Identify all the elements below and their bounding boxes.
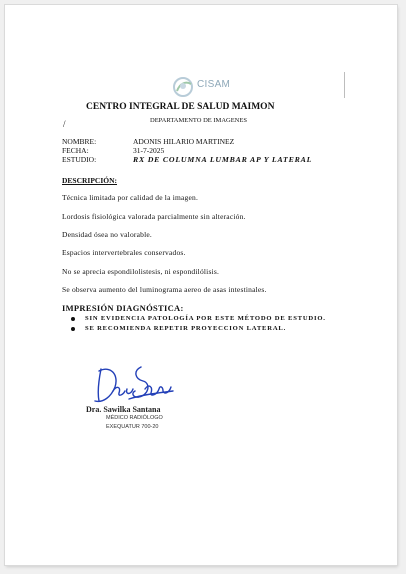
cursor-mark: /	[63, 119, 66, 129]
signer-exequatur: EXEQUATUR 700-20	[106, 424, 159, 430]
organization-title: CENTRO INTEGRAL DE SALUD MAIMON	[86, 102, 275, 112]
study-value: RX DE COLUMNA LUMBAR AP Y LATERAL	[133, 155, 313, 164]
handwritten-signature	[89, 361, 175, 407]
impression-list	[69, 314, 326, 334]
date-label: FECHA:	[62, 146, 89, 155]
description-paragraph: No se aprecia espondilolistesis, ni espondilólisis.	[62, 267, 220, 276]
department-name: DEPARTAMENTO DE IMAGENES	[150, 117, 247, 124]
impression-item-text: SIN EVIDENCIA PATOLOGÍA POR ESTE MÉTODO DE ESTUDIO.	[85, 315, 326, 322]
signer-name: Dra. Sawilka Santana	[86, 405, 161, 414]
signer-title: MÉDICO RADIÓLOGO	[106, 415, 163, 421]
impression-heading: IMPRESIÓN DIAGNÓSTICA:	[62, 303, 184, 313]
impression-item	[69, 314, 326, 324]
description-paragraph: Se observa aumento del luminograma aereo de asas intestinales.	[62, 285, 267, 294]
document-page	[5, 5, 397, 565]
description-paragraph: Técnica limitada por calidad de la imagen.	[62, 193, 199, 202]
description-paragraph: Densidad ósea no valorable.	[62, 230, 152, 239]
cisam-logo	[171, 75, 263, 99]
name-value: ADONIS HILARIO MARTINEZ	[133, 137, 235, 146]
description-paragraph: Espacios intervertebrales conservados.	[62, 248, 186, 257]
logo-text: CISAM	[197, 79, 231, 90]
impression-item-text: SE RECOMIENDA REPETIR PROYECCION LATERAL.	[85, 325, 287, 332]
description-paragraph: Lordosis fisiológica valorada parcialmente sin alteración.	[62, 212, 246, 221]
margin-guide-line	[344, 72, 345, 98]
description-heading: DESCRIPCIÓN:	[62, 176, 118, 185]
date-value: 31-7-2025	[133, 146, 165, 155]
bullet-icon	[71, 317, 75, 321]
impression-item	[69, 324, 326, 334]
name-label: NOMBRE:	[62, 137, 97, 146]
logo-icon	[171, 75, 197, 99]
study-label: ESTUDIO:	[62, 155, 97, 164]
bullet-icon	[71, 327, 75, 331]
